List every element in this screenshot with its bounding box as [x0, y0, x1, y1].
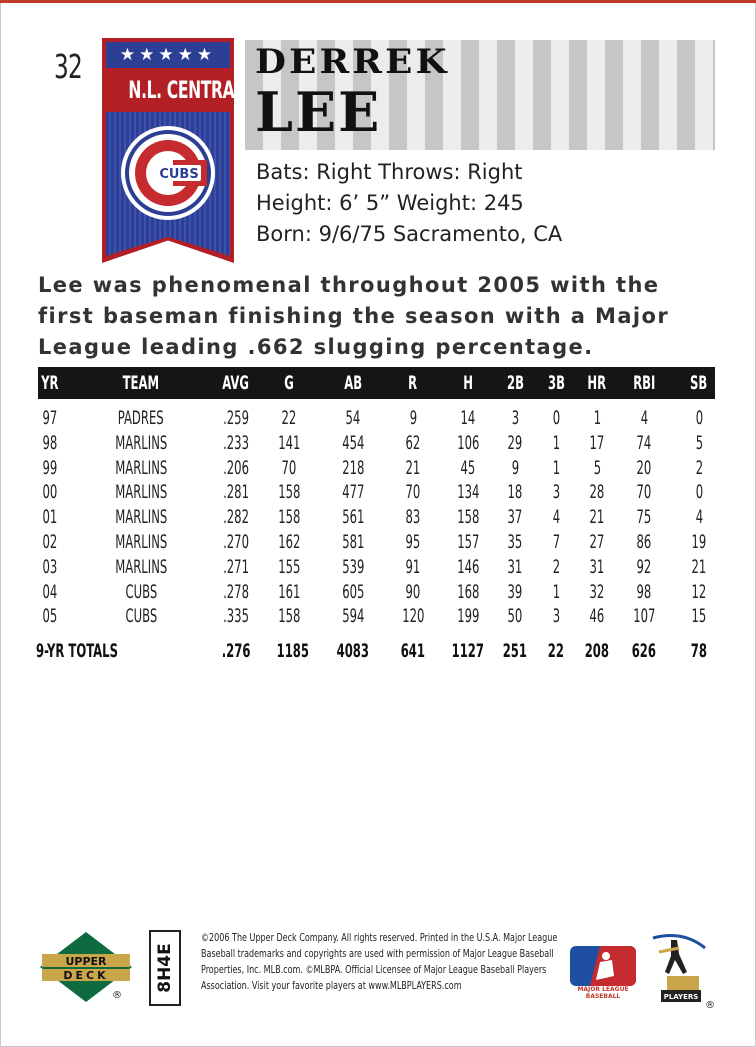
stats-cell-yr: 04 [42, 580, 58, 603]
stats-cell-2b: 50 [507, 605, 523, 628]
stats-cell-avg: .270 [223, 531, 249, 553]
stats-cell-r: 95 [405, 531, 421, 553]
stats-header-sb: SB [690, 372, 708, 394]
stats-cell-avg: .282 [223, 506, 249, 529]
stats-cell-g: 158 [277, 506, 301, 529]
player-blurb: Lee was phenomenal throughout 2005 with the first baseman finishing the season with a Major League leading .662 slugging percentage. [38, 273, 670, 359]
stats-cell-sb: 15 [691, 605, 707, 628]
players-logo-text: PLAYERS [663, 993, 699, 1001]
stats-cell-ab: 594 [341, 605, 365, 628]
stats-cell-2b: 39 [507, 580, 523, 603]
stats-cell-r: 70 [405, 481, 421, 504]
stats-header-ab: AB [344, 372, 362, 394]
stats-total-r: 641 [400, 640, 426, 662]
stats-cell-team: PADRES [118, 407, 164, 429]
stats-total-rbi: 626 [631, 640, 657, 662]
division-label: N.L. CENTRAL [128, 76, 244, 104]
stats-cell-avg: .206 [223, 456, 249, 479]
stats-cell-ab: 454 [341, 431, 365, 454]
stats-cell-team: CUBS [125, 580, 157, 603]
stats-header-rbi: RBI [632, 372, 656, 394]
stats-cell-h: 14 [460, 407, 476, 429]
stats-cell-avg: .259 [223, 407, 249, 429]
stats-header-r: R [408, 372, 418, 394]
stats-cell-rbi: 75 [636, 506, 652, 529]
stats-cell-3b: 3 [552, 481, 560, 504]
stats-cell-ab: 561 [341, 506, 365, 529]
stats-cell-2b: 9 [511, 456, 519, 479]
stats-cell-g: 158 [277, 481, 301, 504]
stats-totals-label: 9-YR TOTALS [36, 640, 118, 662]
stats-cell-team: MARLINS [114, 506, 168, 529]
stats-total-h: 1127 [451, 640, 485, 662]
stats-header-team: TEAM [122, 372, 160, 394]
stats-total-avg: .276 [221, 640, 251, 662]
stats-cell-ab: 605 [341, 580, 365, 603]
stats-cell-g: 161 [277, 580, 301, 603]
stats-cell-2b: 18 [507, 481, 523, 504]
stats-cell-yr: 98 [42, 431, 58, 454]
registered-mark: ® [112, 990, 122, 1001]
stats-total-ab: 4083 [336, 640, 370, 662]
stats-cell-hr: 17 [589, 431, 605, 454]
stats-cell-avg: .233 [223, 431, 249, 454]
stats-cell-h: 199 [456, 605, 480, 628]
stats-cell-2b: 37 [507, 506, 523, 529]
stats-cell-ab: 54 [345, 407, 361, 429]
stats-cell-g: 141 [277, 431, 301, 454]
stats-cell-avg: .335 [223, 605, 249, 628]
stats-cell-rbi: 98 [636, 580, 652, 603]
stats-cell-avg: .271 [223, 555, 249, 578]
card-code: 8H4E [155, 943, 175, 993]
stats-cell-rbi: 86 [636, 531, 652, 553]
stats-cell-ab: 539 [341, 555, 365, 578]
stats-cell-2b: 31 [507, 555, 523, 578]
stats-cell-yr: 99 [42, 456, 58, 479]
stats-cell-3b: 2 [552, 555, 560, 578]
stats-cell-hr: 32 [589, 580, 605, 603]
birth-info: Born: 9/6/75 Sacramento, CA [256, 222, 563, 246]
stats-cell-2b: 35 [507, 531, 523, 553]
stats-cell-team: MARLINS [114, 431, 168, 454]
stats-header-yr: YR [41, 372, 59, 394]
card-top-edge [0, 0, 756, 3]
stats-cell-sb: 2 [695, 456, 703, 479]
player-first-name: DERREK [255, 42, 450, 82]
stats-cell-3b: 1 [552, 456, 560, 479]
stats-cell-rbi: 74 [636, 431, 652, 454]
stats-cell-rbi: 20 [636, 456, 652, 479]
stats-header-avg: AVG [222, 372, 250, 394]
stats-cell-team: MARLINS [114, 481, 168, 504]
cubs-logo-icon [119, 124, 217, 222]
stats-total-2b: 251 [502, 640, 528, 662]
stats-cell-hr: 31 [589, 555, 605, 578]
stats-cell-rbi: 4 [640, 407, 648, 429]
stats-cell-ab: 477 [341, 481, 365, 504]
stats-cell-r: 9 [409, 407, 417, 429]
stats-cell-rbi: 70 [636, 481, 652, 504]
stats-cell-g: 155 [277, 555, 301, 578]
mlb-players-logo-icon [643, 932, 713, 1006]
stats-cell-h: 146 [456, 555, 480, 578]
stats-cell-g: 158 [277, 605, 301, 628]
stats-cell-sb: 4 [695, 506, 703, 529]
stats-cell-avg: .278 [223, 580, 249, 603]
stats-cell-sb: 19 [691, 531, 707, 553]
stats-total-sb: 78 [690, 640, 708, 662]
cubs-logo-text: CUBS [159, 167, 199, 182]
stats-header-h: H [463, 372, 473, 394]
stats-cell-r: 83 [405, 506, 421, 529]
stats-cell-r: 91 [405, 555, 421, 578]
stats-cell-h: 157 [456, 531, 480, 553]
stats-cell-r: 21 [405, 456, 421, 479]
stats-cell-hr: 21 [589, 506, 605, 529]
stats-header-hr: HR [587, 372, 607, 394]
stats-cell-hr: 28 [589, 481, 605, 504]
stats-cell-3b: 1 [552, 580, 560, 603]
stats-cell-yr: 97 [42, 407, 58, 429]
stats-cell-2b: 29 [507, 431, 523, 454]
player-last-name: LEE [255, 80, 382, 144]
registered-mark-2: ® [705, 1000, 715, 1011]
stats-cell-h: 158 [456, 506, 480, 529]
bats-throws: Bats: Right Throws: Right [256, 160, 523, 184]
stats-total-hr: 208 [584, 640, 610, 662]
stats-cell-hr: 27 [589, 531, 605, 553]
mlb-logo-icon [570, 946, 636, 986]
height-weight: Height: 6’ 5” Weight: 245 [256, 191, 524, 215]
card-number: 32 [54, 47, 82, 86]
stats-cell-sb: 0 [695, 407, 703, 429]
stats-cell-yr: 01 [42, 506, 58, 529]
stats-cell-r: 62 [405, 431, 421, 454]
upper-deck-logo-line1: UPPER [65, 955, 107, 968]
stats-cell-h: 168 [456, 580, 480, 603]
upper-deck-logo-line2: DECK [63, 969, 109, 982]
stats-cell-yr: 05 [42, 605, 58, 628]
stats-cell-h: 45 [460, 456, 476, 479]
stats-cell-g: 22 [281, 407, 297, 429]
stats-cell-yr: 03 [42, 555, 58, 578]
stats-cell-r: 90 [405, 580, 421, 603]
stats-cell-sb: 5 [695, 431, 703, 454]
stats-cell-hr: 5 [593, 456, 601, 479]
stats-cell-r: 120 [401, 605, 425, 628]
stats-cell-yr: 02 [42, 531, 58, 553]
stats-cell-avg: .281 [223, 481, 249, 504]
copyright-text: ©2006 The Upper Deck Company. All rights reserved. Printed in the U.S.A. Major League Baseball trademarks and copyrights are used with permission of Major League Baseball Properties, Inc. MLB.com. ©MLBPA. Official Licensee of Major League Baseball Players Association. Visit your favorite players at www.MLBPLAYERS.com [201, 932, 558, 992]
stats-cell-3b: 0 [552, 407, 560, 429]
stats-cell-team: MARLINS [114, 456, 168, 479]
banner-stars: ★★★★★ [106, 42, 230, 68]
stats-cell-rbi: 92 [636, 555, 652, 578]
stats-cell-yr: 00 [42, 481, 58, 504]
stats-cell-team: MARLINS [114, 555, 168, 578]
stats-cell-3b: 7 [552, 531, 560, 553]
stats-cell-team: CUBS [125, 605, 157, 628]
stats-cell-sb: 12 [691, 580, 707, 603]
stats-cell-3b: 1 [552, 431, 560, 454]
stats-cell-g: 162 [277, 531, 301, 553]
stats-cell-h: 134 [456, 481, 480, 504]
stats-header-g: G [284, 372, 294, 394]
stats-header-2b: 2B [506, 372, 524, 394]
stats-cell-2b: 3 [511, 407, 519, 429]
stats-cell-hr: 46 [589, 605, 605, 628]
stats-cell-g: 70 [281, 456, 297, 479]
stats-cell-h: 106 [456, 431, 480, 454]
stats-cell-team: MARLINS [114, 531, 168, 553]
stats-header-3b: 3B [547, 372, 565, 394]
stats-cell-ab: 581 [341, 531, 365, 553]
stats-cell-3b: 4 [552, 506, 560, 529]
stats-cell-sb: 0 [695, 481, 703, 504]
stats-cell-hr: 1 [593, 407, 601, 429]
stats-cell-rbi: 107 [632, 605, 656, 628]
stats-cell-3b: 3 [552, 605, 560, 628]
stats-cell-sb: 21 [691, 555, 707, 578]
stats-cell-ab: 218 [341, 456, 365, 479]
stats-total-3b: 22 [547, 640, 565, 662]
stats-total-g: 1185 [276, 640, 309, 662]
mlb-logo-text: MAJOR LEAGUE BASEBALL [577, 986, 629, 1000]
